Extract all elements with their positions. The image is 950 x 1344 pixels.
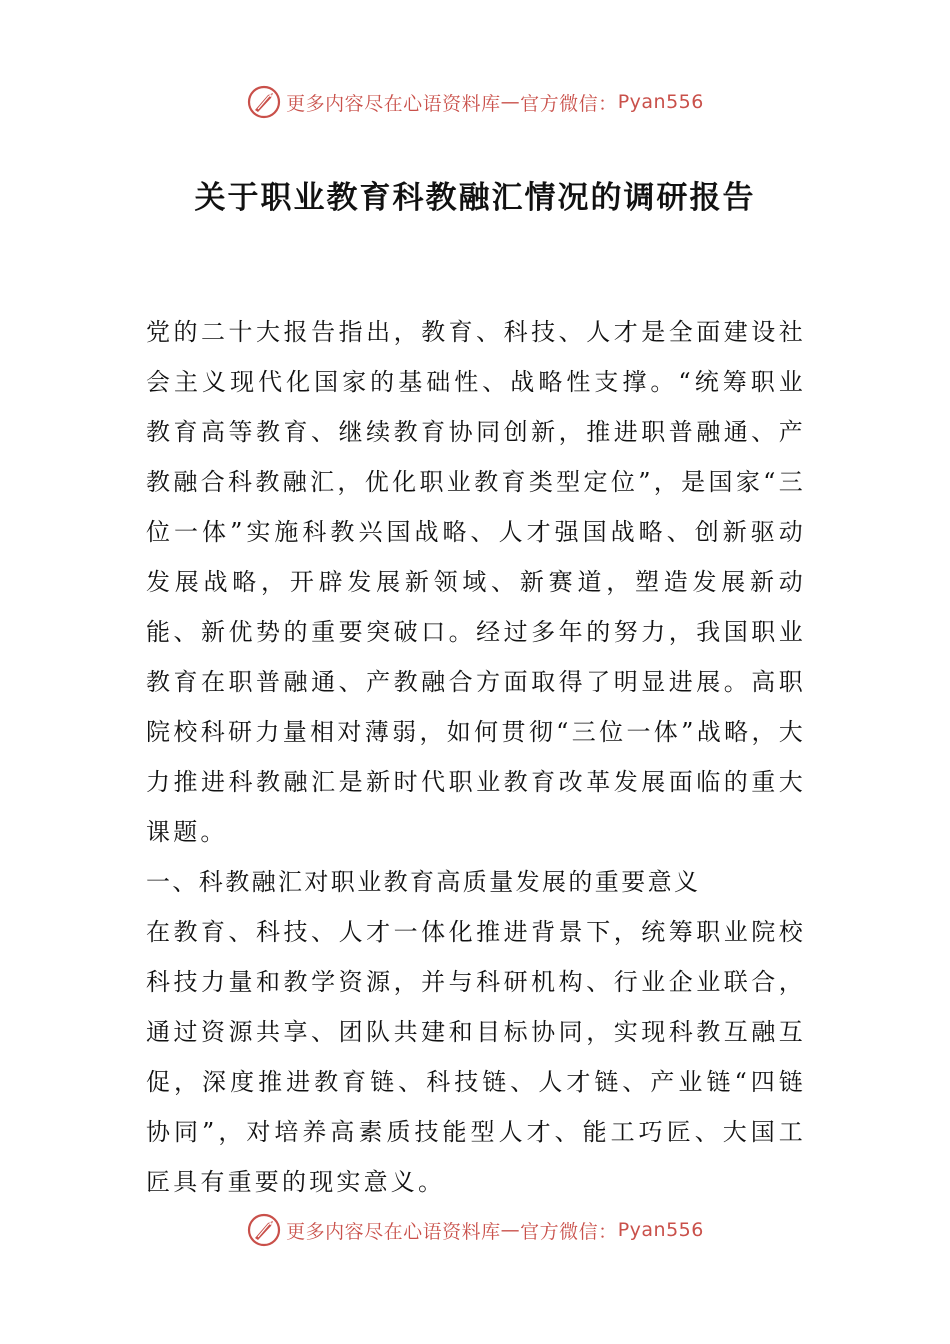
watermark-header	[0, 82, 950, 122]
document-body	[146, 307, 806, 1207]
watermark-wechat-id: Pyan556	[617, 91, 704, 113]
watermark-label: 官方微信：	[520, 1220, 618, 1243]
watermark-separator: —	[500, 91, 521, 113]
section-heading: 一、科教融汇对职业教育高质量发展的重要意义	[146, 868, 701, 896]
watermark-wechat-id: Pyan556	[617, 1219, 704, 1241]
watermark-label: 官方微信：	[520, 92, 618, 115]
pen-nib-logo-icon	[246, 84, 282, 120]
watermark-footer	[0, 1210, 950, 1250]
paragraph-intro: 党的二十大报告指出，教育、科技、人才是全面建设社会主义现代化国家的基础性、战略性支撑。“统筹职业教育高等教育、继续教育协同创新，推进职普融通、产教融合科教融汇，优化职业教育类型定位”，是国家“三位一体”实施科教兴国战略、人才强国战略、创新驱动发展战略，开辟发展新领域、新赛道，塑造发展新动能、新优势的重要突破口。经过多年的努力，我国职业教育在职普融通、产教融合方面取得了明显进展。高职院校科研力量相对薄弱，如何贯彻“三位一体”战略，大力推进科教融汇是新时代职业教育改革发展面临的重大课题。	[146, 318, 806, 846]
pen-nib-logo-icon	[246, 1212, 282, 1248]
watermark-text: 更多内容尽在心语资料库	[286, 92, 501, 115]
watermark-text: 更多内容尽在心语资料库	[286, 1220, 501, 1243]
paragraph-section-one: 在教育、科技、人才一体化推进背景下，统筹职业院校科技力量和教学资源，并与科研机构、行业企业联合，通过资源共享、团队共建和目标协同，实现科教互融互促，深度推进教育链、科技链、人才链、产业链“四链协同”，对培养高素质技能型人才、能工巧匠、大国工匠具有重要的现实意义。	[146, 918, 806, 1196]
document-title: 关于职业教育科教融汇情况的调研报告	[194, 180, 756, 216]
watermark-separator: —	[500, 1219, 521, 1241]
